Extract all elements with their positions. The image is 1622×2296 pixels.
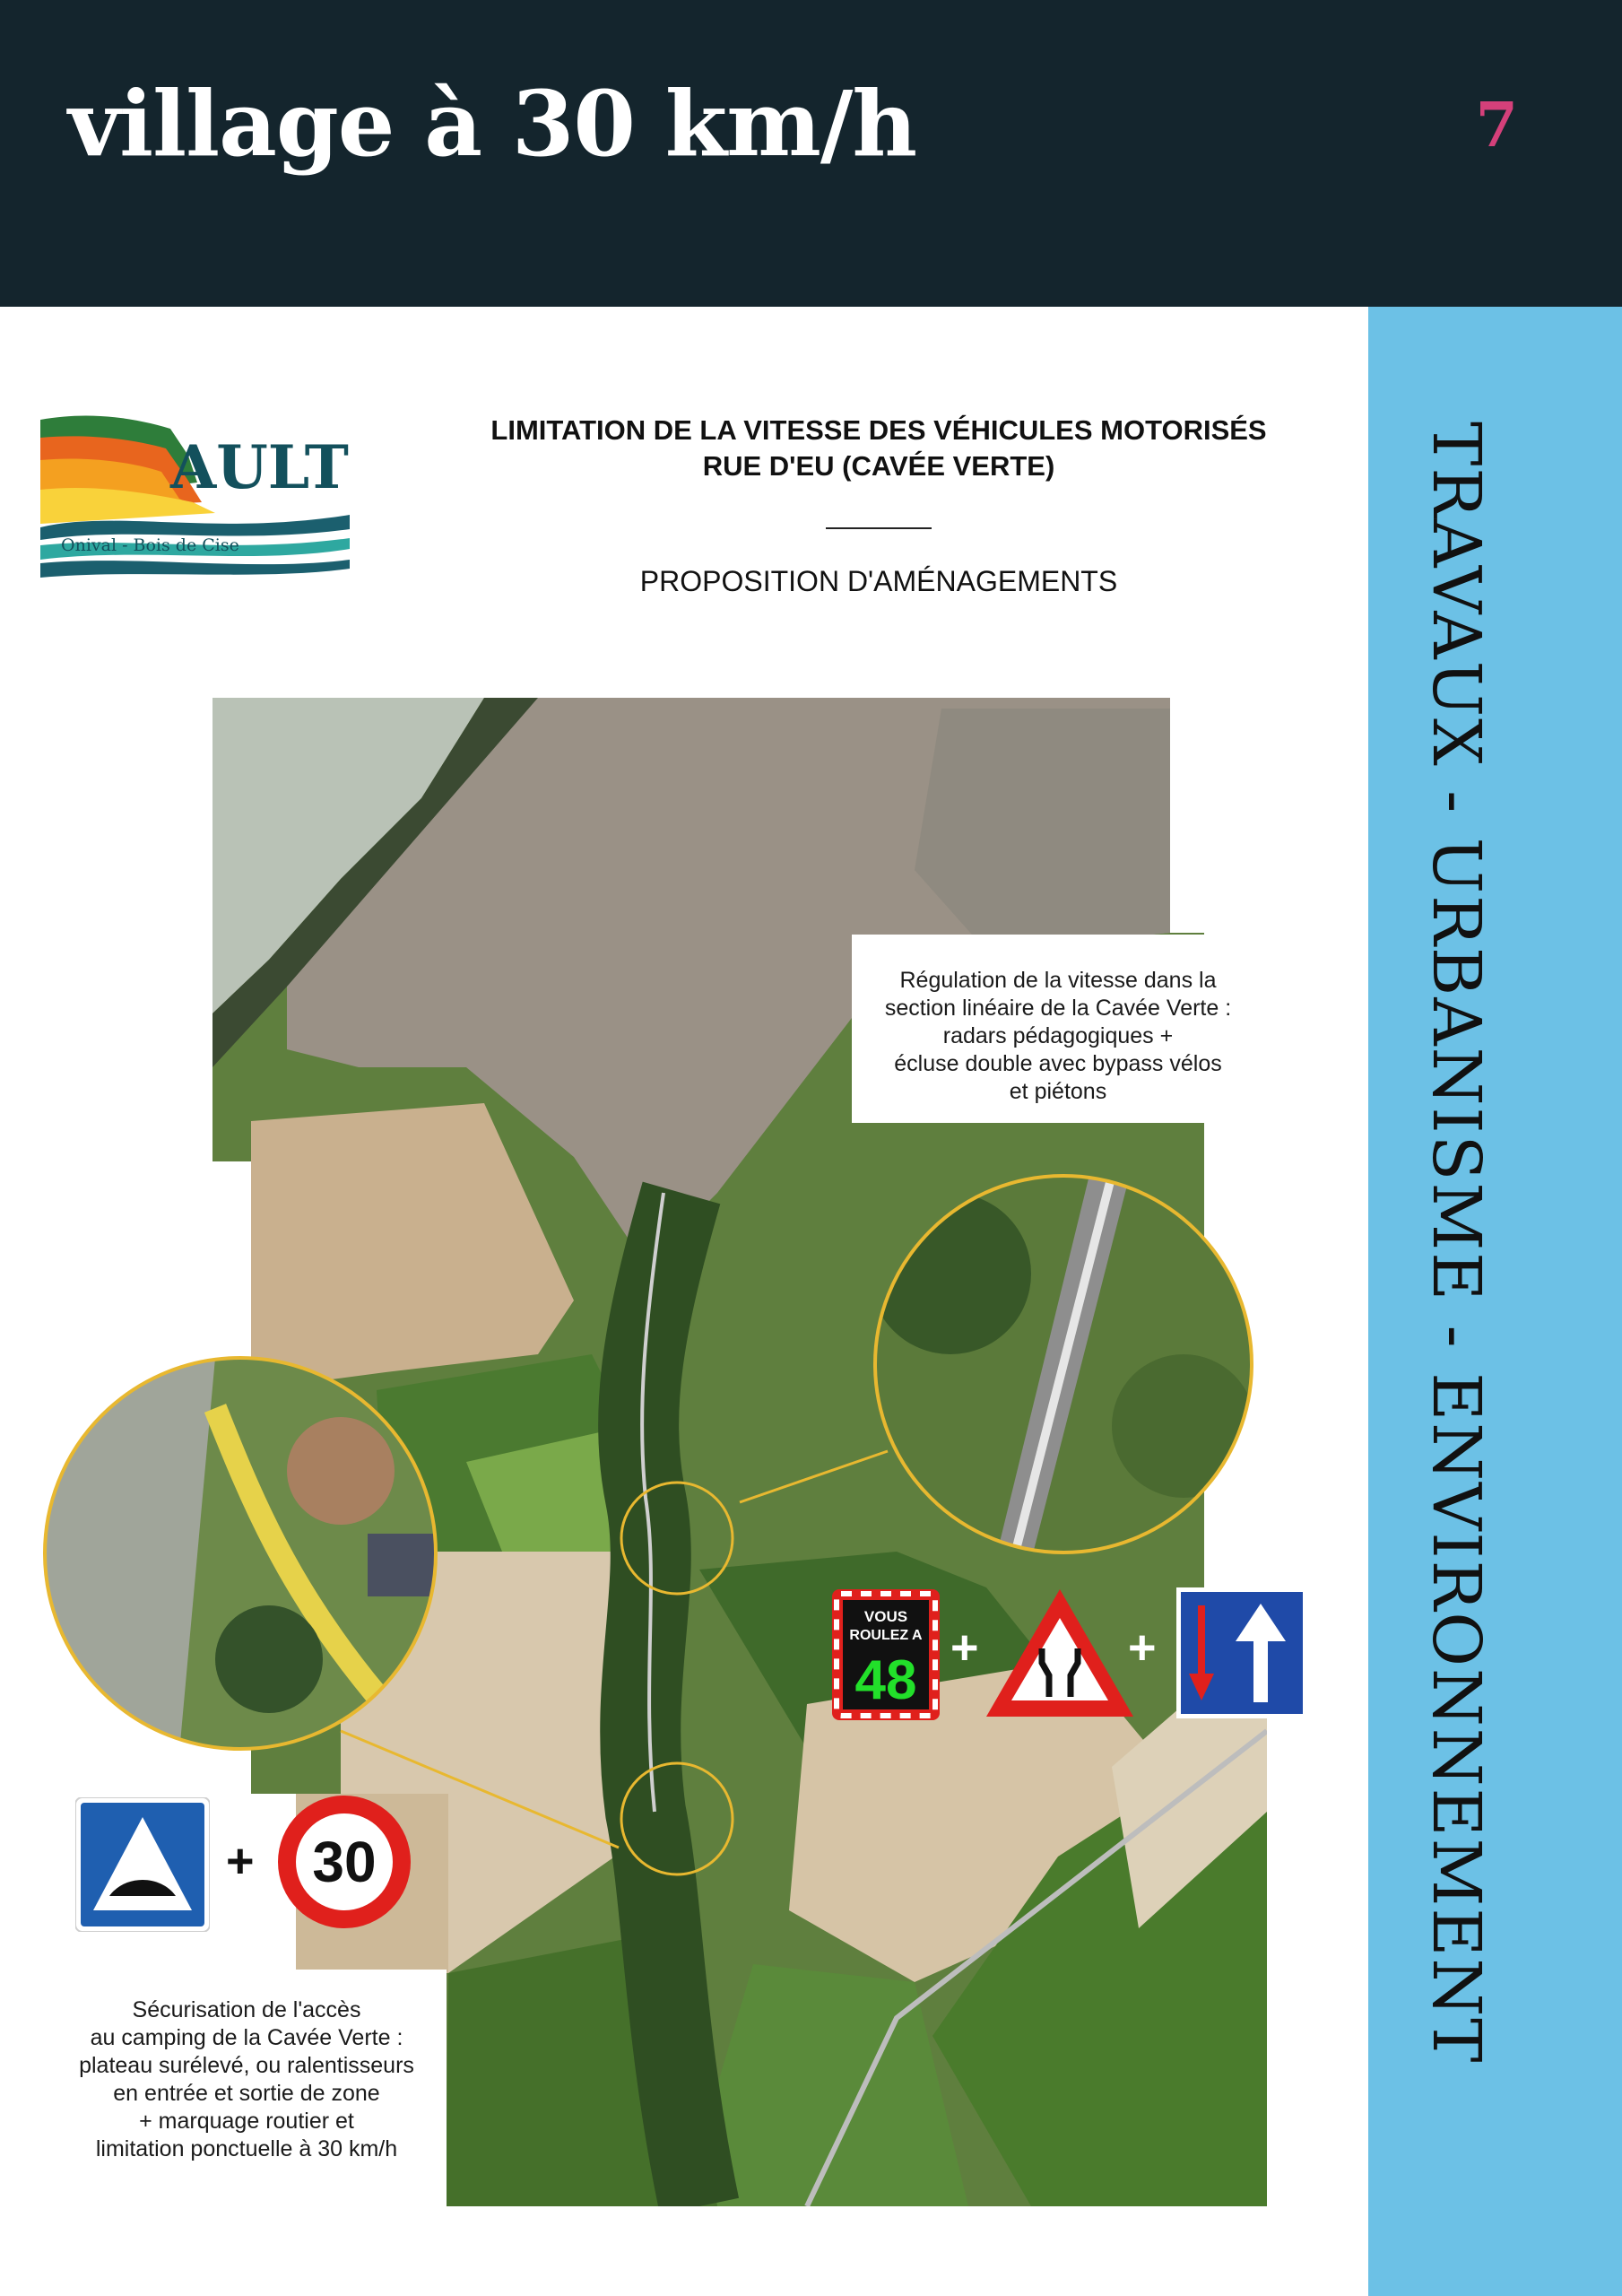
callout-line: + marquage routier et [139,2109,354,2134]
callout-line: au camping de la Cavée Verte : [90,2025,403,2050]
page-header [0,0,1622,307]
plus-sign: + [1128,1621,1157,1674]
svg-text:VOUS: VOUS [863,1608,908,1625]
priority-oncoming-sign-icon [1176,1587,1307,1718]
document-subtitle: PROPOSITION D'AMÉNAGEMENTS [639,565,1118,597]
callout-line: Régulation de la vitesse dans la [899,968,1217,993]
svg-text:30: 30 [312,1830,377,1894]
speed-bump-sign-icon [75,1797,210,1932]
callout-line: écluse double avec bypass vélos [894,1051,1222,1076]
speed-limit-sign-icon [276,1794,412,1930]
ault-logo [36,402,359,581]
document-heading [430,413,1327,598]
svg-text:ROULEZ A: ROULEZ A [849,1628,923,1643]
road-narrows-sign-icon [983,1586,1137,1720]
callout-line: limitation ponctuelle à 30 km/h [95,2136,398,2161]
title-divider [826,527,932,529]
page-number: 7 [1475,90,1518,161]
document-title-line2: RUE D'EU (CAVÉE VERTE) [702,450,1055,482]
callout-line: et piétons [1009,1079,1107,1104]
logo-tagline: Onival - Bois de Cise [61,535,239,555]
plus-sign: + [950,1621,979,1674]
speed-radar-sign-icon [832,1589,940,1720]
callout-line: radars pédagogiques + [942,1023,1174,1048]
logo-name: AULT [170,432,349,502]
side-band [1368,307,1622,2296]
section-label: TRAVAUX - URBANISME - ENVIRONNEMENT [1418,422,1495,2065]
callout-line: section linéaire de la Cavée Verte : [884,996,1232,1021]
callout-line: plateau surélevé, ou ralentisseurs [79,2053,414,2078]
callout-line: en entrée et sortie de zone [113,2081,380,2106]
document-title-line1: LIMITATION DE LA VITESSE DES VÉHICULES MOTORISÉS [490,414,1267,446]
page-title: village à 30 km/h [68,71,917,177]
svg-text:48: 48 [854,1649,917,1711]
callout-line: Sécurisation de l'accès [132,1997,361,2022]
plus-sign: + [226,1834,255,1888]
callout-speed-regulation [852,935,1264,1123]
callout-camping-access [47,1970,447,2239]
